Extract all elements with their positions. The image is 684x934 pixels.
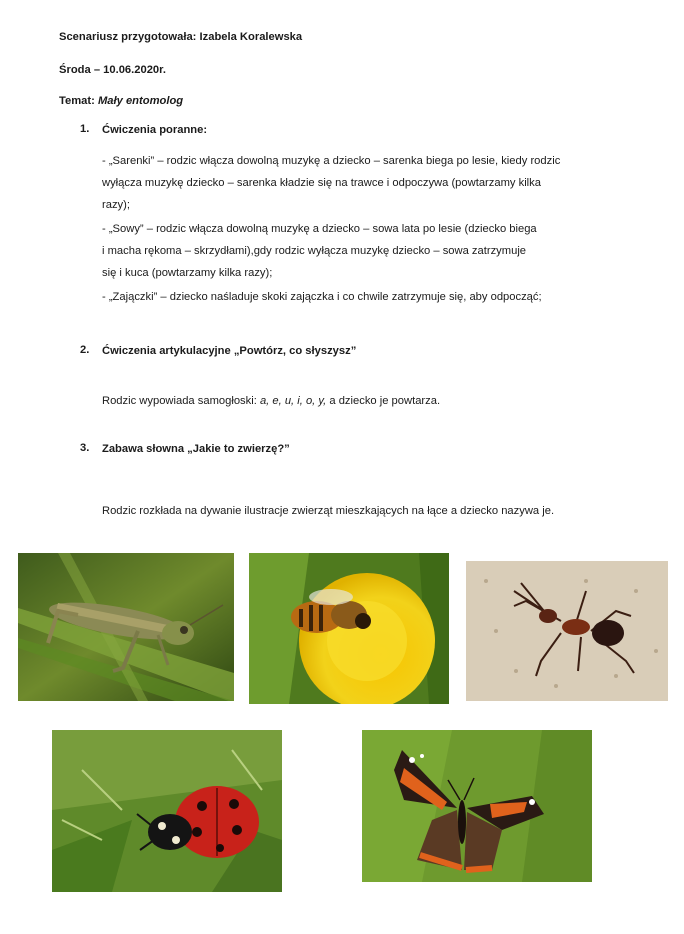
grasshopper-icon <box>18 553 234 701</box>
topic-title: Mały entomolog <box>97 95 184 107</box>
author-line <box>59 29 302 45</box>
ant-photo <box>466 561 668 701</box>
section-2-text <box>102 393 440 409</box>
paragraph-line: się i kuca (powtarzamy kilka razy); <box>102 267 273 279</box>
butterfly-icon <box>362 730 592 882</box>
ant-icon <box>466 561 668 701</box>
section-1-title: Ćwiczenia poranne: <box>102 124 208 136</box>
bee-icon <box>249 553 449 704</box>
date-line: Środa – 10.06.2020r. <box>59 64 166 76</box>
vowels-intro: Rodzic wypowiada samogłoski: <box>102 395 257 407</box>
grasshopper-photo <box>18 553 234 701</box>
paragraph-line: - „Sowy” – rodzic włącza dowolną muzykę a dziecko – sowa lata po lesie (dziecko biega <box>102 223 537 235</box>
ladybug-photo <box>52 730 282 892</box>
paragraph-line: - „Sarenki” – rodzic włącza dowolną muzykę a dziecko – sarenka biega po lesie, kiedy rodzic <box>102 155 561 167</box>
topic-line <box>59 93 183 109</box>
section-2-number: 2. <box>80 344 90 356</box>
section-1-paragraph-3 <box>102 286 542 308</box>
butterfly-photo <box>362 730 592 882</box>
section-3-number: 3. <box>80 442 90 454</box>
paragraph-line: wyłącza muzykę dziecko – sarenka kładzie się na trawce i odpoczywa (powtarzamy kilka <box>102 177 541 189</box>
vowels-list: a, e, u, i, o, y, <box>259 395 327 407</box>
paragraph-line: i macha rękoma – skrzydłami),gdy rodzic wyłącza muzykę dziecko – sowa zatrzymuje <box>102 245 527 257</box>
vowels-outro: a dziecko je powtarza. <box>329 395 441 407</box>
author-name: Izabela Koralewska <box>199 31 303 43</box>
author-label: Scenariusz przygotowała: <box>59 31 197 43</box>
paragraph-line: razy); <box>102 199 130 211</box>
bee-photo <box>249 553 449 704</box>
topic-label: Temat: <box>59 95 95 107</box>
section-1-paragraph-2 <box>102 218 537 284</box>
section-2-title: Ćwiczenia artykulacyjne „Powtórz, co słyszysz” <box>102 345 357 357</box>
section-1-paragraph-1 <box>102 150 560 216</box>
section-3-text: Rodzic rozkłada na dywanie ilustracje zwierząt mieszkających na łące a dziecko nazywa je. <box>102 505 555 517</box>
ladybug-icon <box>52 730 282 892</box>
section-3-title: Zabawa słowna „Jakie to zwierzę?” <box>102 443 290 455</box>
section-1-number: 1. <box>80 123 90 135</box>
paragraph-line: - „Zajączki” – dziecko naśladuje skoki zajączka i co chwile zatrzymuje się, aby odpocząć; <box>102 291 542 303</box>
